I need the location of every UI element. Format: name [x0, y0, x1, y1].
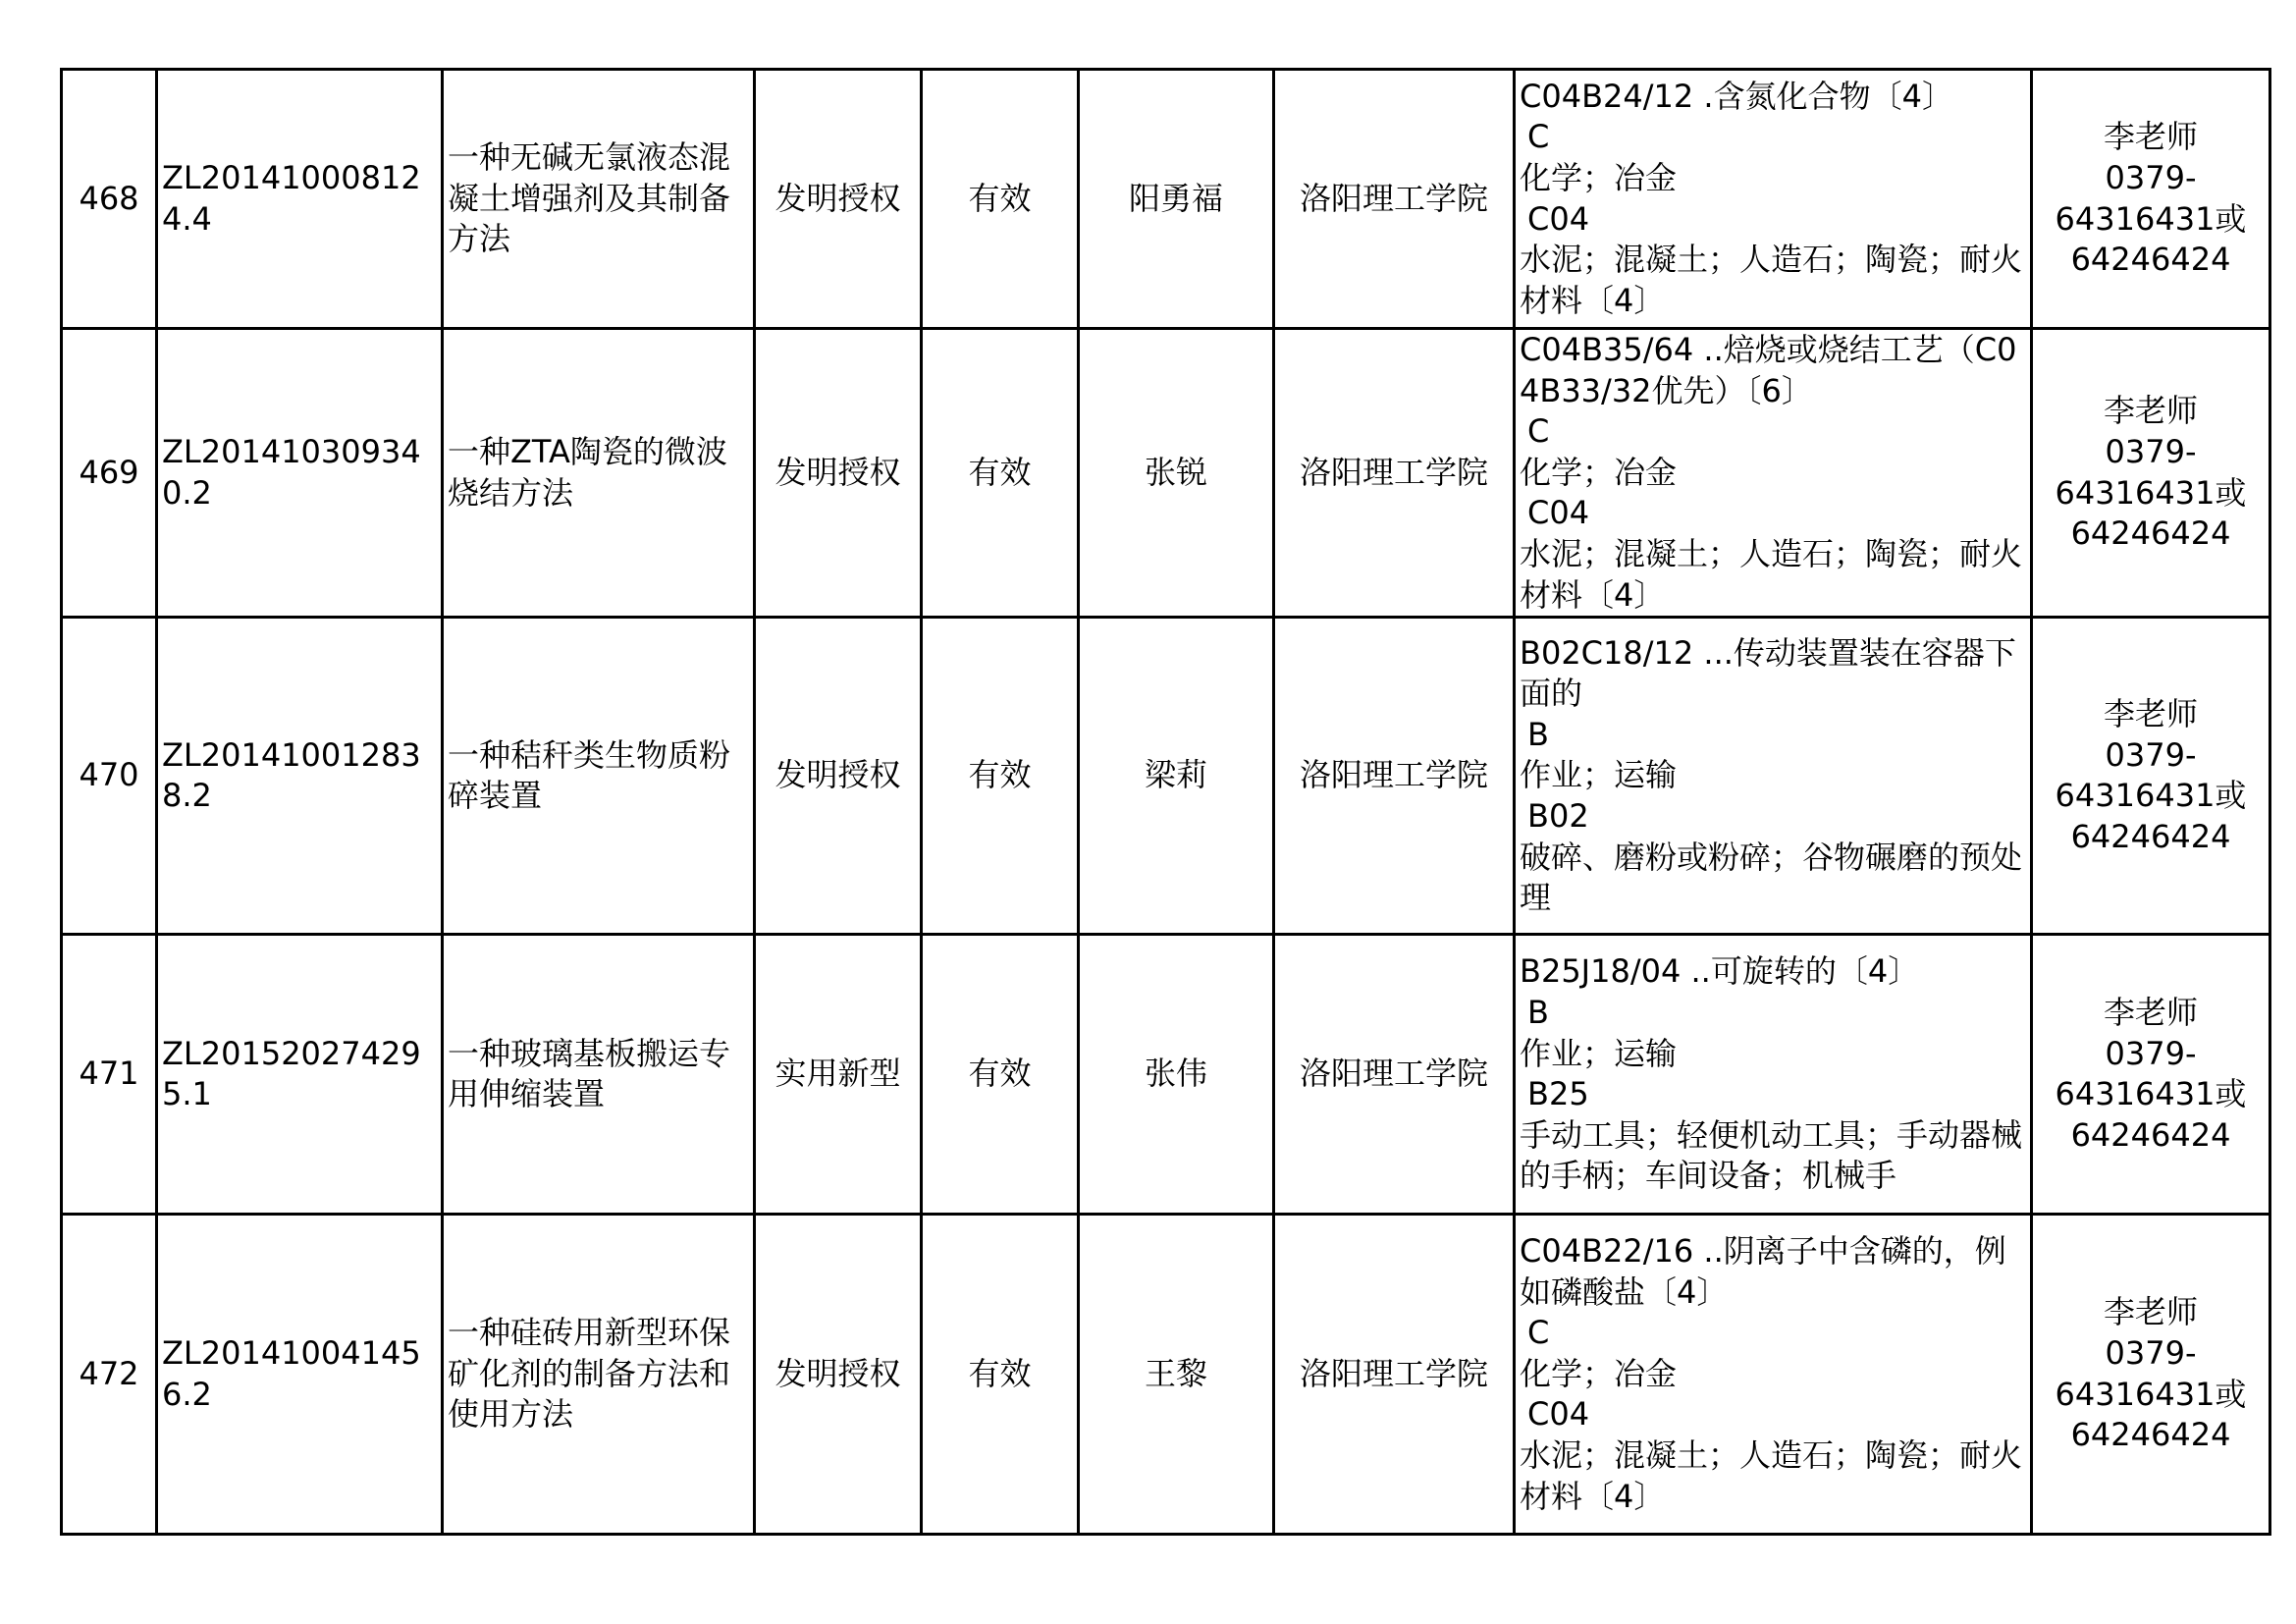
contact-line: 李老师	[2103, 694, 2198, 732]
row-number-cell: 472	[62, 1215, 157, 1535]
table-row	[62, 618, 2270, 935]
ipc-line: C04B35/64 ..焙烧或烧结工艺（C04B33/32优先）〔6〕	[1520, 331, 2017, 409]
contact-line: 64316431或	[2055, 473, 2247, 512]
row-number-cell: 470	[62, 618, 157, 935]
table-row	[62, 329, 2270, 618]
contact-line: 0379-	[2105, 735, 2197, 774]
row-number-cell: 469	[62, 329, 157, 618]
patent-table	[60, 68, 2271, 1536]
inventor-name-cell: 阳勇福	[1079, 70, 1274, 329]
patent-number-cell: ZL201520274295.1	[157, 935, 443, 1215]
ipc-line: 手动工具；轻便机动工具；手动器械的手柄；车间设备；机械手	[1520, 1115, 2023, 1195]
contact-line: 64246424	[2070, 1115, 2231, 1154]
table-row	[62, 70, 2270, 329]
patent-type-cell: 实用新型	[755, 935, 922, 1215]
patent-number-cell: ZL201410008124.4	[157, 70, 443, 329]
contact-cell	[2032, 935, 2270, 1215]
ipc-classification-cell	[1515, 935, 2032, 1215]
inventor-name-cell: 张锐	[1079, 329, 1274, 618]
contact-line: 64246424	[2070, 817, 2231, 855]
contact-line: 0379-	[2105, 432, 2197, 470]
row-number-cell: 471	[62, 935, 157, 1215]
inventor-name-cell: 梁莉	[1079, 618, 1274, 935]
contact-line: 李老师	[2103, 1293, 2198, 1331]
contact-line: 64246424	[2070, 241, 2231, 279]
patent-number-cell: ZL201410309340.2	[157, 329, 443, 618]
ipc-line: 水泥；混凝土；人造石；陶瓷；耐火材料〔4〕	[1520, 241, 2023, 319]
ipc-line: C	[1527, 412, 1550, 451]
ipc-line: C04	[1527, 199, 1590, 238]
contact-line: 李老师	[2103, 993, 2198, 1031]
patent-title-cell: 一种ZTA陶瓷的微波烧结方法	[443, 329, 755, 618]
ipc-line: C04B22/16 ..阴离子中含磷的，例如磷酸盐〔4〕	[1520, 1232, 2006, 1311]
patent-type-cell: 发明授权	[755, 618, 922, 935]
patent-holder-cell: 洛阳理工学院	[1274, 70, 1515, 329]
ipc-line: B02C18/12 ...传动装置装在容器下面的	[1520, 633, 2016, 713]
contact-line: 李老师	[2103, 392, 2198, 430]
row-number-cell: 468	[62, 70, 157, 329]
ipc-line: B	[1527, 993, 1549, 1031]
contact-cell	[2032, 1215, 2270, 1535]
inventor-name-cell: 王黎	[1079, 1215, 1274, 1535]
patent-title-cell: 一种硅砖用新型环保矿化剂的制备方法和使用方法	[443, 1215, 755, 1535]
patent-holder-cell: 洛阳理工学院	[1274, 935, 1515, 1215]
contact-line: 0379-	[2105, 1334, 2197, 1373]
ipc-line: C04B24/12 .含氮化合物〔4〕	[1520, 77, 1953, 115]
patent-number-cell: ZL201410041456.2	[157, 1215, 443, 1535]
contact-line: 64246424	[2070, 1416, 2231, 1454]
inventor-name-cell: 张伟	[1079, 935, 1274, 1215]
contact-line: 64246424	[2070, 514, 2231, 553]
ipc-line: 化学；冶金	[1520, 1354, 1678, 1392]
patent-type-cell: 发明授权	[755, 329, 922, 618]
contact-line: 64316431或	[2055, 1075, 2247, 1113]
contact-line: 64316431或	[2055, 199, 2247, 238]
contact-line: 0379-	[2105, 1034, 2197, 1072]
ipc-line: 化学；冶金	[1520, 158, 1678, 196]
patent-holder-cell: 洛阳理工学院	[1274, 1215, 1515, 1535]
ipc-line: 破碎、磨粉或粉碎；谷物碾磨的预处理	[1520, 838, 2023, 917]
ipc-line: 作业；运输	[1520, 756, 1678, 794]
ipc-line: B	[1527, 715, 1549, 753]
legal-status-cell: 有效	[922, 935, 1079, 1215]
legal-status-cell: 有效	[922, 70, 1079, 329]
patent-title-cell: 一种玻璃基板搬运专用伸缩装置	[443, 935, 755, 1215]
ipc-line: C04	[1527, 494, 1590, 532]
ipc-line: C	[1527, 118, 1550, 156]
ipc-classification-cell	[1515, 329, 2032, 618]
contact-line: 0379-	[2105, 158, 2197, 196]
patent-title-cell: 一种秸秆类生物质粉碎装置	[443, 618, 755, 935]
contact-line: 64316431或	[2055, 777, 2247, 815]
ipc-line: 水泥；混凝土；人造石；陶瓷；耐火材料〔4〕	[1520, 1436, 2023, 1515]
ipc-line: 化学；冶金	[1520, 453, 1678, 491]
contact-cell	[2032, 329, 2270, 618]
ipc-line: 作业；运输	[1520, 1034, 1678, 1072]
legal-status-cell: 有效	[922, 1215, 1079, 1535]
patent-number-cell: ZL201410012838.2	[157, 618, 443, 935]
contact-cell	[2032, 618, 2270, 935]
patent-type-cell: 发明授权	[755, 70, 922, 329]
legal-status-cell: 有效	[922, 329, 1079, 618]
table-row	[62, 935, 2270, 1215]
patent-type-cell: 发明授权	[755, 1215, 922, 1535]
ipc-line: C04	[1527, 1395, 1590, 1434]
patent-holder-cell: 洛阳理工学院	[1274, 329, 1515, 618]
ipc-line: C	[1527, 1314, 1550, 1352]
ipc-classification-cell	[1515, 70, 2032, 329]
ipc-line: B25	[1527, 1075, 1589, 1113]
legal-status-cell: 有效	[922, 618, 1079, 935]
ipc-line: 水泥；混凝土；人造石；陶瓷；耐火材料〔4〕	[1520, 534, 2023, 614]
ipc-classification-cell	[1515, 1215, 2032, 1535]
ipc-classification-cell	[1515, 618, 2032, 935]
table-body	[62, 70, 2270, 1535]
table-row	[62, 1215, 2270, 1535]
contact-cell	[2032, 70, 2270, 329]
patent-holder-cell: 洛阳理工学院	[1274, 618, 1515, 935]
contact-line: 李老师	[2103, 118, 2198, 156]
contact-line: 64316431或	[2055, 1375, 2247, 1413]
patent-title-cell: 一种无碱无氯液态混凝土增强剂及其制备方法	[443, 70, 755, 329]
ipc-line: B02	[1527, 796, 1589, 835]
ipc-line: B25J18/04 ..可旋转的〔4〕	[1520, 952, 1920, 991]
